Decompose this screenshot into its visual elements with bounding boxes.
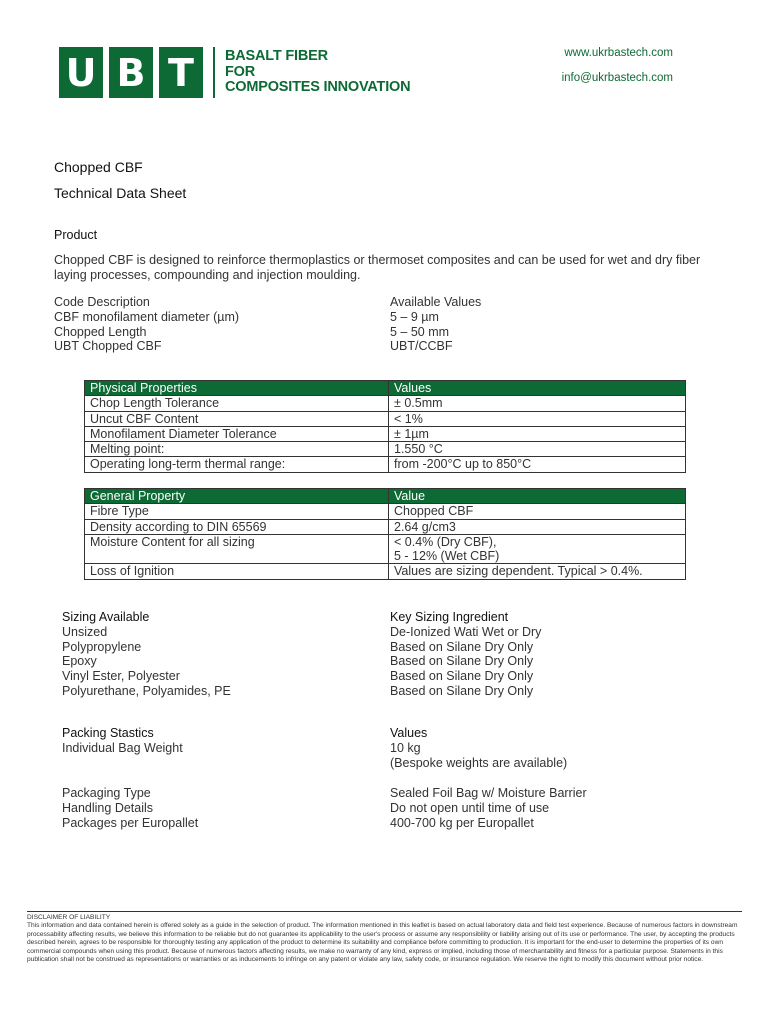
logo-letter-b: B (109, 47, 153, 98)
packing-values (390, 726, 567, 770)
code-values (390, 295, 481, 354)
code-label: Chopped Length (54, 324, 147, 339)
disclaimer-heading: DISCLAIMER OF LIABILITY (27, 914, 111, 921)
table-row (85, 426, 686, 441)
table-row (85, 411, 686, 426)
table-header-row (85, 489, 686, 504)
table-cell-line: 5 - 12% (Wet CBF) (394, 549, 500, 564)
email-link[interactable]: info@ukrbastech.com (561, 72, 673, 84)
packing-item: Individual Bag Weight (62, 740, 183, 755)
table-cell-line: < 0.4% (Dry CBF), (394, 534, 497, 549)
table-cell: 1.550 °C (389, 442, 686, 457)
table-row (85, 396, 686, 411)
sizing-item: Polyurethane, Polyamides, PE (62, 683, 231, 698)
logo-divider (213, 47, 215, 98)
code-value: Available Values (390, 295, 482, 309)
table-row (85, 534, 686, 564)
table-cell: Operating long-term thermal range: (85, 457, 389, 472)
table-cell: 2.64 g/cm3 (389, 519, 686, 534)
ingredient-item: De-Ionized Wati Wet or Dry (390, 624, 542, 639)
ingredient-item: Based on Silane Dry Only (390, 639, 534, 654)
document-subtitle: Technical Data Sheet (54, 185, 187, 201)
document-title: Chopped CBF (54, 159, 143, 175)
sizing-item: Polypropylene (62, 639, 142, 654)
table-row (85, 564, 686, 579)
table-cell: Moisture Content for all sizing (85, 534, 389, 564)
sizing-values (390, 610, 541, 699)
table-cell: from -200°C up to 850°C (389, 457, 686, 472)
disclaimer-text: This information and data contained herein is offered solely as a guide in the selection of product. The information mentioned in this leaflet is based on actual laboratory data and field test experience. Because of numerous factors in downstream processability affecting results, we believe this information to be reliable but do not guarantee its applicability to the user's process or assume any responsibility or liability arising out of its use or performance. The user, by accepting the products described herein, agrees to be responsible for thoroughly testing any application of the product to determine its suitability and compliance before committing to production. It is important for the end-user to determine the properties of its own commercial compounds when using this product. Because of numerous factors affecting results, we make no warranty of any kind, express or implied, including those of merchantability and fitness for a particular purpose. Statements in this publication shall not be construed as representations or warranties or as inducements to infringe on any patent or violate any law, safety code, or insurance regulation. We reserve the right to modify this document without prior notice. (27, 922, 738, 964)
ingredient-item: Based on Silane Dry Only (390, 669, 534, 684)
table-cell: Density according to DIN 65569 (85, 519, 389, 534)
ingredient-item: Based on Silane Dry Only (390, 654, 534, 669)
packaging-values (390, 786, 587, 830)
sizing-item: Vinyl Ester, Polyester (62, 669, 180, 684)
website-link[interactable]: www.ukrbastech.com (564, 47, 673, 59)
logo-tagline-line: BASALT FIBER (225, 48, 328, 65)
packing-heading: Packing Stastics (62, 726, 154, 740)
table-cell: ± 1µm (389, 426, 686, 441)
packaging-value: Do not open until time of use (390, 800, 550, 815)
disclaimer (27, 911, 742, 964)
physical-properties-table (84, 380, 686, 473)
packing-labels (62, 726, 183, 756)
code-value: UBT/CCBF (390, 339, 453, 354)
table-cell: Monofilament Diameter Tolerance (85, 426, 389, 441)
product-heading: Product (54, 228, 98, 242)
table-cell: Values are sizing dependent. Typical > 0.4%. (389, 564, 686, 579)
sizing-item: Unsized (62, 624, 108, 639)
logo-tagline (225, 49, 410, 96)
table-row (85, 519, 686, 534)
table-cell: Loss of Ignition (85, 564, 389, 579)
code-labels (54, 295, 239, 354)
general-properties-table (84, 488, 686, 580)
logo-tagline-line: COMPOSITES INNOVATION (225, 79, 411, 96)
table-cell: Chop Length Tolerance (85, 396, 389, 411)
product-description: Chopped CBF is designed to reinforce thermoplastics or thermoset composites and can be used for wet and dry fiber laying processes, compounding and injection moulding. (54, 253, 701, 282)
packaging-item: Packaging Type (62, 786, 151, 800)
table-cell: Melting point: (85, 442, 389, 457)
packaging-value: 400-700 kg per Europallet (390, 815, 534, 830)
table-cell: Chopped CBF (389, 504, 686, 519)
sizing-item: Epoxy (62, 654, 97, 669)
table-header-cell: Value (389, 489, 686, 504)
sizing-heading: Sizing Available (62, 610, 150, 624)
table-header-cell: Physical Properties (85, 381, 389, 396)
table-cell: < 1% (389, 411, 686, 426)
table-row (85, 504, 686, 519)
packaging-item: Packages per Europallet (62, 815, 199, 830)
company-logo (59, 47, 410, 98)
table-header-row (85, 381, 686, 396)
packaging-item: Handling Details (62, 800, 154, 815)
code-label: CBF monofilament diameter (µm) (54, 309, 240, 324)
logo-tagline-line: FOR (225, 63, 256, 80)
logo-letter-u: U (59, 47, 103, 98)
table-cell: ± 0.5mm (389, 396, 686, 411)
ingredient-heading: Key Sizing Ingredient (390, 610, 509, 624)
code-value: 5 – 50 mm (390, 324, 450, 339)
table-header-cell: Values (389, 381, 686, 396)
code-label: Code Description (54, 295, 150, 309)
packaging-value: Sealed Foil Bag w/ Moisture Barrier (390, 786, 587, 800)
packing-values-heading: Values (390, 726, 428, 740)
code-value: 5 – 9 µm (390, 309, 439, 324)
table-row (85, 457, 686, 472)
table-cell: Fibre Type (85, 504, 389, 519)
sizing-labels (62, 610, 231, 699)
logo-letter-t: T (159, 47, 203, 98)
packing-value: (Bespoke weights are available) (390, 755, 568, 770)
table-row (85, 442, 686, 457)
table-cell (389, 534, 686, 564)
code-label: UBT Chopped CBF (54, 339, 162, 354)
table-header-cell: General Property (85, 489, 389, 504)
ingredient-item: Based on Silane Dry Only (390, 683, 534, 698)
table-cell: Uncut CBF Content (85, 411, 389, 426)
packing-value: 10 kg (390, 740, 421, 755)
packaging-labels (62, 786, 198, 830)
